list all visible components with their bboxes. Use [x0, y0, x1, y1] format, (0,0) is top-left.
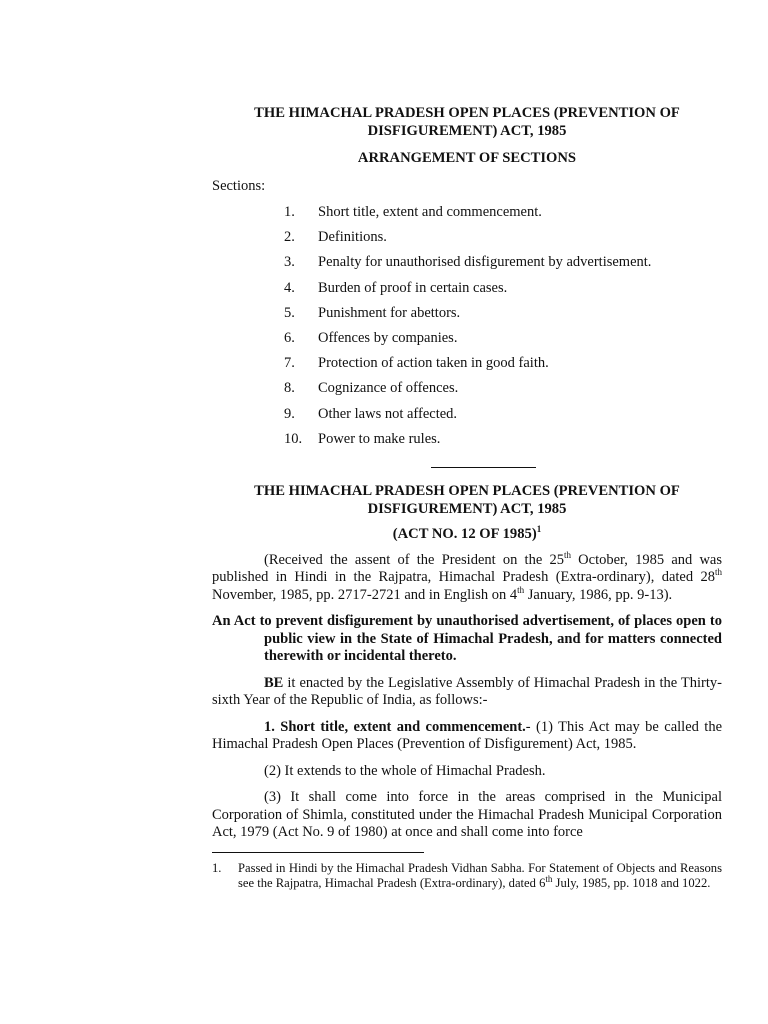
section-title: Power to make rules.	[318, 430, 441, 447]
enactment-clause	[212, 675, 722, 710]
section-title: Protection of action taken in good faith.	[318, 355, 549, 372]
enactment-text: it enacted by the Legislative Assembly of Himachal Pradesh in the Thirty-sixth Year of the Republic of India, as follows:-	[212, 674, 722, 709]
sections-label: Sections:	[212, 178, 266, 194]
list-item	[212, 225, 722, 250]
section-number: 7.	[284, 355, 295, 372]
section-number: 2.	[284, 229, 295, 246]
list-item	[212, 250, 722, 275]
section-1-subsection-3: (3) It shall come into force in the areas comprised in the Municipal Corporation of Shimla, constituted under the Himachal Pradesh Municipal Corporation Act, 1979 (Act No. 9 of 1980) at once and shall come into force	[212, 789, 722, 841]
list-item	[212, 351, 722, 376]
ordinal-sup: th	[714, 567, 722, 578]
section-title: Offences by companies.	[318, 330, 458, 347]
footnote	[212, 861, 722, 891]
section-title: Other laws not affected.	[318, 405, 458, 422]
section-title: Penalty for unauthorised disfigurement by advertisement.	[318, 254, 652, 271]
list-item	[212, 427, 722, 452]
section-number: 6.	[284, 330, 295, 347]
list-item	[212, 376, 722, 401]
act-number-text: (ACT NO. 12 OF 1985)	[392, 525, 537, 542]
section-title: Punishment for abettors.	[318, 304, 461, 321]
section-number: 8.	[284, 380, 295, 397]
section-number: 4.	[284, 279, 295, 296]
ordinal-sup: th	[517, 585, 525, 596]
section-1-heading: 1. Short title, extent and commencement.	[264, 718, 526, 735]
assent-text: (Received the assent of the President on the 25	[264, 551, 564, 568]
act-number	[212, 526, 722, 543]
assent-text: November, 1985, pp. 2717-2721 and in English on 4	[212, 586, 518, 603]
toc-heading: ARRANGEMENT OF SECTIONS	[357, 150, 577, 166]
section-title: Cognizance of offences.	[318, 380, 459, 397]
list-item	[212, 326, 722, 351]
enactment-lead: BE	[264, 674, 284, 691]
section-divider	[431, 467, 536, 468]
ordinal-sup: th	[545, 873, 553, 884]
section-1-subsection-2: (2) It extends to the whole of Himachal Pradesh.	[264, 762, 546, 779]
footnote-rule	[212, 852, 424, 853]
toc-title: THE HIMACHAL PRADESH OPEN PLACES (PREVENTION OF DISFIGUREMENT) ACT, 1985	[254, 105, 680, 139]
list-item	[212, 200, 722, 225]
section-number: 10.	[284, 430, 303, 447]
section-1	[212, 719, 722, 754]
section-number: 1.	[284, 204, 295, 221]
section-1-text: - (1) This Act may be called the Himachal Pradesh Open Places (Prevention of Disfigurement) Act, 1985.	[212, 718, 722, 753]
assent-text: October, 1985 and was published in Hindi in the Rajpatra, Himachal Pradesh (Extra-ordinary), dated 28	[212, 551, 722, 586]
list-item	[212, 276, 722, 301]
assent-paragraph	[212, 552, 722, 605]
section-number: 5.	[284, 304, 295, 321]
section-title: Short title, extent and commencement.	[318, 204, 542, 221]
assent-text: January, 1986, pp. 9-13).	[524, 586, 673, 603]
footnote-text	[238, 861, 722, 891]
ordinal-sup: th	[563, 550, 571, 561]
section-number: 9.	[284, 405, 295, 422]
footnote-number: 1.	[212, 860, 222, 875]
footnote-text-part: July, 1985, pp. 1018 and 1022.	[552, 875, 711, 890]
preamble: An Act to prevent disfigurement by unauthorised advertisement, of places open to public view in the State of Himachal Pradesh, and for matters connected therewith or incidental thereto.	[212, 613, 722, 665]
section-title: Burden of proof in certain cases.	[318, 279, 508, 296]
document-page	[212, 104, 722, 891]
section-list	[212, 200, 722, 452]
list-item	[212, 402, 722, 427]
section-number: 3.	[284, 254, 295, 271]
act-title: THE HIMACHAL PRADESH OPEN PLACES (PREVENTION OF DISFIGUREMENT) ACT, 1985	[254, 482, 680, 517]
footnote-text-part: Passed in Hindi by the Himachal Pradesh Vidhan Sabha. For Statement of Objects and Reasons see the Rajpatra, Himachal Pradesh (Extra-ordinary), dated 6	[238, 860, 722, 890]
section-title: Definitions.	[318, 229, 387, 246]
footnote-ref: 1	[536, 524, 542, 535]
list-item	[212, 301, 722, 326]
